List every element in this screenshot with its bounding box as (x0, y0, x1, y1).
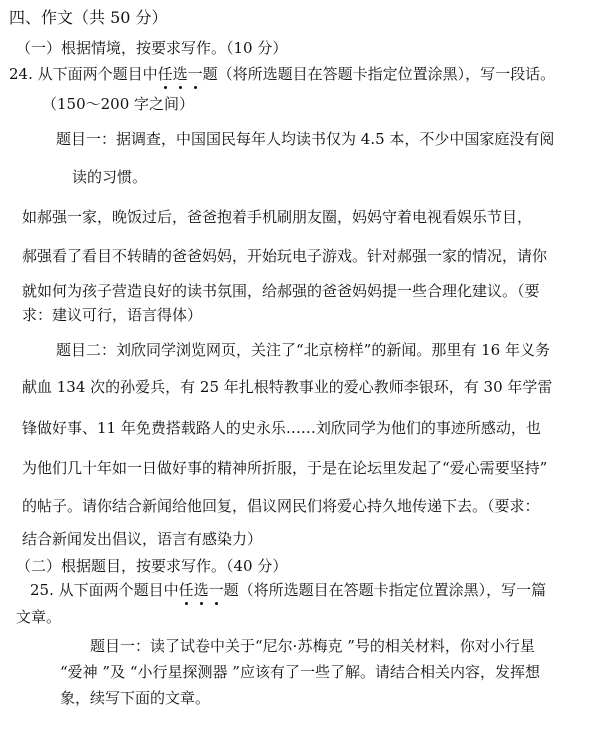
emphasis-char: 选 (193, 581, 209, 599)
topic-two-line: 题目二：刘欣同学浏览网页，关注了“北京榜样”的新闻。那里有 16 年义务 (56, 341, 550, 359)
question-24-instruction (9, 64, 555, 84)
emphasis-char: 任 (178, 581, 194, 599)
emphasis-char: 一 (208, 581, 224, 599)
essay-topic-one-line: 象，续写下面的文章。 (60, 689, 211, 707)
topic-two-line: 为他们几十年如一日做好事的精神所折服，于是在论坛里发起了“爱心需要坚持” (22, 459, 548, 477)
emphasis-char: 一 (187, 65, 203, 83)
part-one-heading: （一）根据情境，按要求写作。（10 分） (16, 39, 288, 57)
question-24-prefix: 24. 从下面两个题目中 (9, 65, 158, 83)
topic-one-line: 读的习惯。 (72, 168, 148, 186)
question-25-suffix: 题（将所选题目在答题卡指定位置涂黑），写一篇 (223, 581, 547, 599)
question-25-prefix: 25. 从下面两个题目中 (30, 581, 179, 599)
topic-two-line: 锋做好事、11 年免费搭载路人的史永乐……刘欣同学为他们的事迹所感动，也 (22, 419, 541, 437)
topic-one-line: 求：建议可行，语言得体） (22, 306, 203, 324)
question-24-suffix: 题（将所选题目在答题卡指定位置涂黑），写一段话。 (202, 65, 556, 83)
topic-two-line: 献血 134 次的孙爱兵，有 25 年扎根特教事业的爱心教师李银环，有 30 年学雷 (22, 378, 553, 396)
section-title: 四、作文（共 50 分） (9, 8, 168, 27)
question-25-instruction (30, 580, 546, 600)
topic-two-line: 的帖子。请你结合新闻给他回复，倡议网民们将爱心持久地传递下去。（要求： (22, 497, 540, 515)
word-limit: （150～200 字之间） (42, 95, 195, 113)
topic-one-line: 郝强看了看目不转睛的爸爸妈妈，开始玩电子游戏。针对郝强一家的情况，请你 (22, 247, 548, 265)
topic-two-line: 结合新闻发出倡议，语言有感染力） (22, 530, 263, 548)
emphasis-char: 选 (172, 65, 188, 83)
essay-topic-one-line: 题目一：读了试卷中关于“尼尔·苏梅克 ”号的相关材料，你对小行星 (90, 637, 535, 655)
essay-topic-one-line: “爱神 ”及 “小行星探测器 ”应该有了一些了解。请结合相关内容，发挥想 (60, 663, 540, 681)
topic-one-line: 如郝强一家，晚饭过后，爸爸抱着手机刷朋友圈，妈妈守着电视看娱乐节目， (22, 208, 533, 226)
topic-one-line: 题目一：据调查，中国国民每年人均读书仅为 4.5 本，不少中国家庭没有阅 (56, 130, 555, 148)
emphasis-char: 任 (157, 65, 173, 83)
part-two-heading: （二）根据题目，按要求写作。（40 分） (16, 557, 288, 575)
question-25-continuation: 文章。 (16, 608, 62, 626)
topic-one-line: 就如何为孩子营造良好的读书氛围，给郝强的爸爸妈妈提一些合理化建议。（要 (22, 282, 540, 300)
